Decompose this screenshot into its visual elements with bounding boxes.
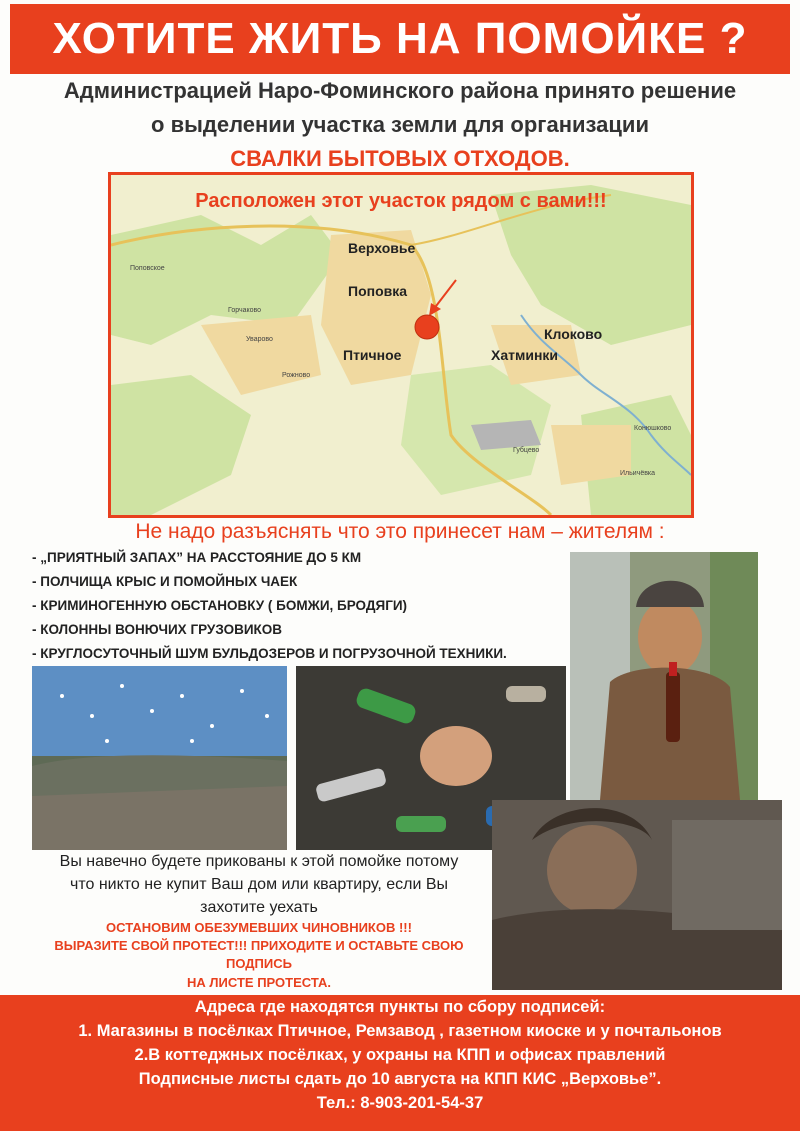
call-line-4: НА ЛИСТЕ ПРОТЕСТА.	[187, 975, 331, 990]
call-line-2: ВЫРАЗИТЕ СВОЙ ПРОТЕСТ!!! ПРИХОДИТЕ И ОСТАВЬТЕ СВОЮ	[54, 938, 464, 953]
warning-line-3: захотите уехать	[200, 899, 318, 916]
map-title: Расположен этот участок рядом с вами!!!	[195, 190, 607, 212]
call-line-1: ОСТАНОВИМ ОБЕЗУМЕВШИХ ЧИНОВНИКОВ !!!	[106, 920, 412, 935]
map-label-khatminki: Хатминки	[491, 347, 559, 363]
headline: ХОТИТЕ ЖИТЬ НА ПОМОЙКЕ ?	[52, 14, 748, 63]
warning-line-2: что никто не купит Ваш дом или квартиру, если Вы	[69, 876, 449, 893]
footer-line-4: Подписные листы сдать до 10 августа на КПП КИС „Верховье”.	[138, 1070, 662, 1088]
map-label-popovka: Поповка	[348, 283, 408, 299]
consequences-heading: Не надо разъяснять что это принесет нам – жителям :	[135, 520, 665, 543]
map-illustration	[111, 175, 691, 515]
map-label-gorchakovo: Горчаково	[228, 307, 262, 314]
map-label-klokovo: Клоково	[544, 326, 603, 342]
map-label-ptichnoe: Птичное	[343, 347, 402, 363]
dump-site-marker	[415, 315, 439, 339]
list-item: - КРУГЛОСУТОЧНЫЙ ШУМ БУЛЬДОЗЕРОВ И ПОГРУЗОЧНОЙ ТЕХНИКИ.	[32, 646, 507, 661]
map	[108, 172, 694, 518]
map-label-gubtsevo: Губцево	[513, 447, 540, 454]
intro-line-3: СВАЛКИ БЫТОВЫХ ОТХОДОВ.	[230, 146, 570, 171]
footer-line-3: 2.В коттеджных посёлках, у охраны на КПП и офисах правлений	[134, 1046, 666, 1064]
footer-line-2: 1. Магазины в посёлках Птичное, Ремзавод , газетном киоске и у почтальонов	[78, 1022, 722, 1040]
map-label-verkhovye: Верховье	[348, 240, 416, 256]
footer-line-1: Адреса где находятся пункты по сбору подписей:	[194, 998, 606, 1016]
photo-landfill-gulls	[32, 666, 287, 850]
photo-homeless-man-2	[492, 800, 782, 990]
list-item: - „ПРИЯТНЫЙ ЗАПАХ” НА РАССТОЯНИЕ ДО 5 КМ	[32, 550, 362, 565]
call-line-3: ПОДПИСЬ	[226, 956, 292, 971]
map-label-konyushkovo: Конюшково	[634, 425, 672, 432]
map-label-ilyichevka: Ильичёвка	[620, 470, 656, 477]
intro-line-2: о выделении участка земли для организации	[151, 112, 649, 137]
intro-line-1: Администрацией Наро-Фоминского района принято решение	[63, 78, 737, 103]
footer-phone: Тел.: 8-903-201-54-37	[316, 1094, 484, 1112]
list-item: - КОЛОННЫ ВОНЮЧИХ ГРУЗОВИКОВ	[32, 622, 283, 637]
list-item: - ПОЛЧИЩА КРЫС И ПОМОЙНЫХ ЧАЕК	[32, 574, 298, 589]
map-label-uvarovo: Уварово	[246, 336, 273, 343]
list-item: - КРИМИНОГЕННУЮ ОБСТАНОВКУ ( БОМЖИ, БРОДЯГИ)	[32, 598, 408, 613]
map-label-rozhnovo: Рожново	[282, 372, 311, 379]
photo-homeless-man-1	[570, 552, 758, 800]
warning-line-1: Вы навечно будете прикованы к этой помойке потому	[59, 853, 459, 870]
map-label-popovskoe: Поповское	[130, 265, 165, 272]
